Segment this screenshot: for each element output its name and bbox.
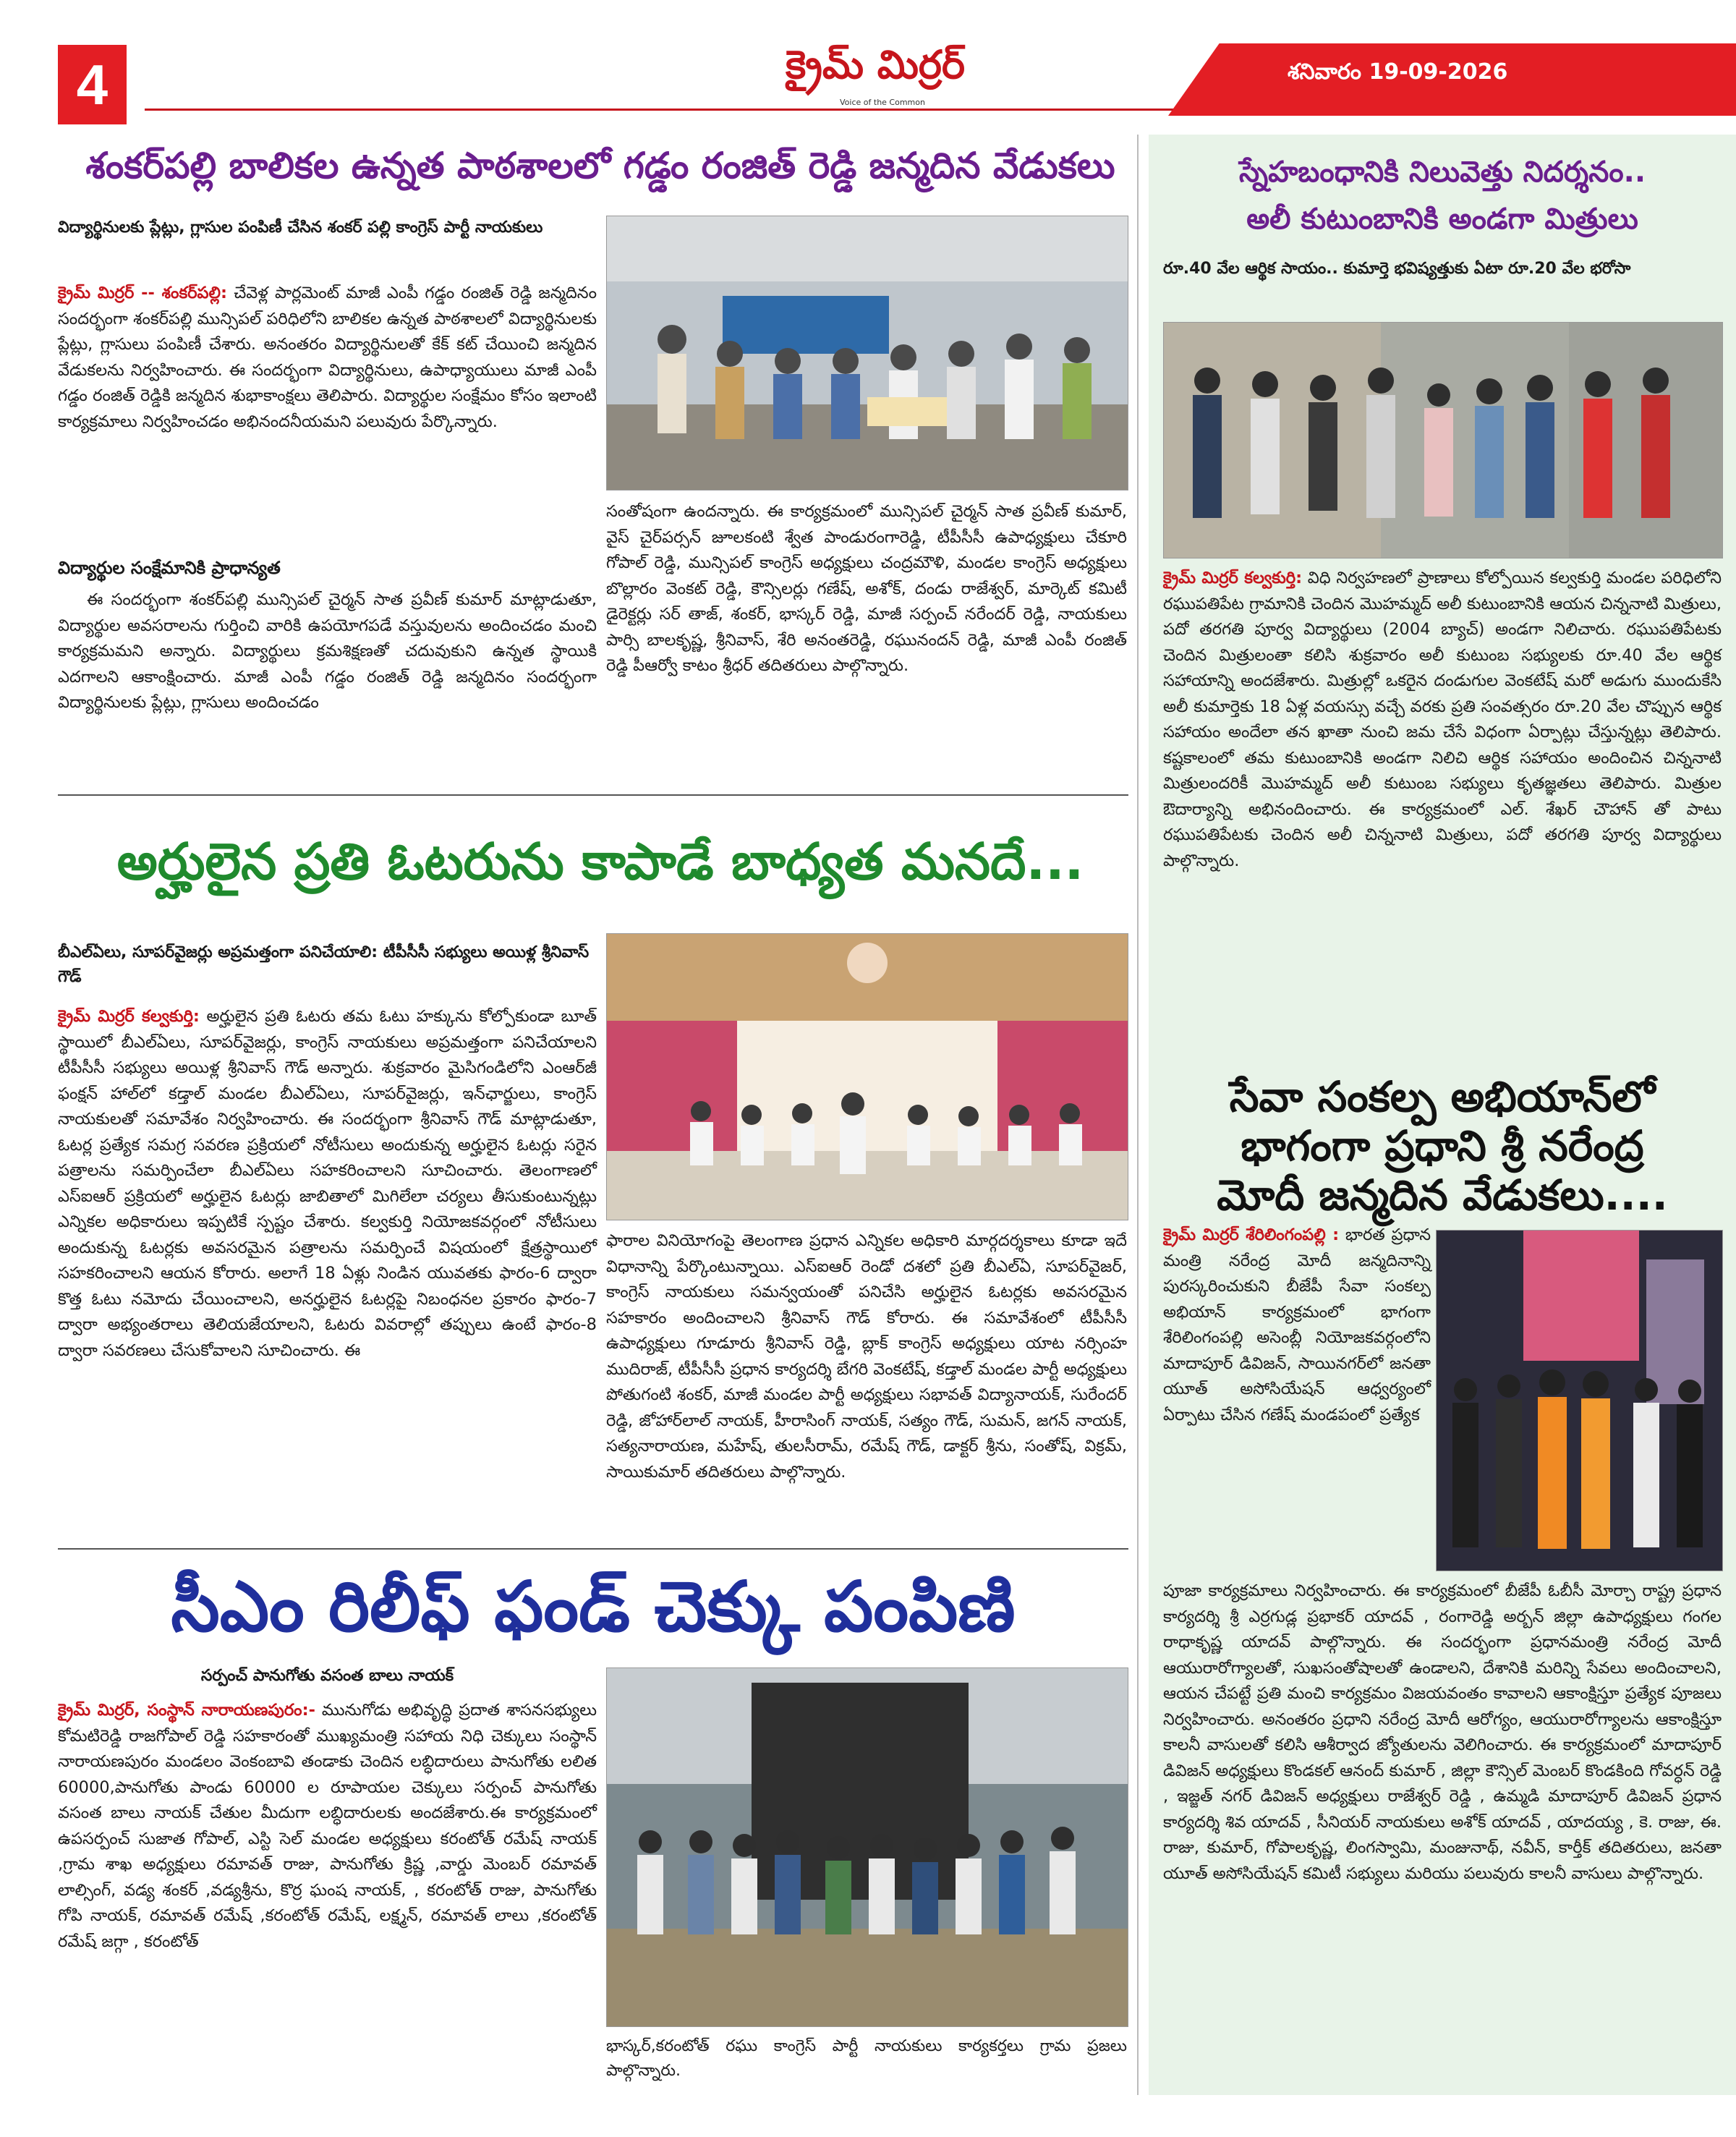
article3-dateline: క్రైమ్ మిర్రర్, సంస్థాన్ నారాయణపురం:- <box>58 1701 315 1720</box>
article2-para1: అర్హులైన ప్రతి ఓటరు తమ ఓటు హక్కును కోల్పోకుండా బూత్ స్థాయిలో బీఎల్ఏలు, సూపర్‌వైజర్లు, కాంగ్రెస్ నాయకులు అప్రమత్తంగా పనిచేయాలని టీపీసీసీ సభ్యులు అయిళ్ల శ్రీనివాస్ గౌడ్ అన్నారు. శుక్రవారం మైసిగండిలోని ఎంఆర్‌జీ ఫంక్షన్ హాల్‌లో కడ్తాల్ మండల బీఎల్ఏలు, సూపర్‌వైజర్లు, ఇన్‌ఛార్జులు, కాంగ్రెస్ నాయకులతో సమావేశం నిర్వహించారు. ఈ సందర్భంగా శ్రీనివాస్ గౌడ్ మాట్లాడుతూ, ఓటర్ల ప్రత్యేక సమగ్ర సవరణ ప్రక్రియలో నోటీసులు అందుకున్న అర్హులైన ఓటర్లు సరైన పత్రాలను సమర్పించేలా బీఎల్ఏలు సహకరించాలని సూచించారు. తెలంగాణలో ఎస్ఐఆర్ ప్రక్రియలో అర్హులైన ఓటర్లు జాబితాలో మిగిలేలా చర్యలు తీసుకుంటున్నట్లు ఎన్నికల అధికారులు ఇప్పటికే స్పష్టం చేశారు. కల్వకుర్తి నియోజకవర్గంలో నోటీసులు అందుకున్న ఓటర్లకు అవసరమైన పత్రాలను సమర్పించే విషయంలో క్షేత్రస్థాయిలో సహకరించాలని ఆయన కోరారు. అలాగే 18 ఏళ్లు నిండిన యువతకు ఫారం-6 ద్వారా కొత్త ఓటు నమోదు చేయించాలని, అనర్హులైన ఓటర్లపై నిబంధనల ప్రకారం ఫారం-7 ద్వారా అభ్యంతరాలు తెలియజేయాలని, ఓటరు వివరాల్లో తప్పులు ఉంటే ఫారం-8 ద్వారా సవరణలు చేసుకోవాలని సూచించారు. ఈ <box>58 1007 597 1360</box>
sidebar1-photo <box>1163 322 1723 558</box>
article3-photo <box>606 1667 1128 2027</box>
sidebar2-dateline: క్రైమ్ మిర్రర్ శేరిలింగంపల్లి : <box>1163 1225 1340 1244</box>
article1-headline: శంకర్‌పల్లి బాలికల ఉన్నత పాఠశాలలో గడ్డం రంజిత్ రెడ్డి జన్మదిన వేడుకలు <box>85 145 1115 187</box>
article2-divider <box>58 1548 1128 1550</box>
article3-subhead: సర్పంచ్ పానుగోతు వసంత బాలు నాయక్ <box>200 1667 454 1685</box>
sidebar1-para1: విధి నిర్వహణలో ప్రాణాలు కోల్పోయిన కల్వకుర్తి మండల పరిధిలోని రఘుపతిపేట గ్రామానికి చెందిన మొహమ్మద్ అలీ కుటుంబానికి ఆయన చిన్ననాటి మిత్రులు, పదో తరగతి పూర్వ విద్యార్థులు (2004 బ్యాచ్) అండగా నిలిచారు. రఘుపతిపేటకు చెందిన మిత్రులంతా కలిసి శుక్రవారం అలీ కుటుంబ సభ్యులకు రూ.40 వేల ఆర్థిక సహాయాన్ని అందజేశారు. మిత్రుల్లో ఒకరైన దండుగుల వెంకటేష్ మరో అడుగు ముందుకేసి అలీ కుమార్తెకు 18 ఏళ్ల వయస్సు వచ్చే వరకు ప్రతి సంవత్సరం రూ.20 వేల చొప్పున ఆర్థిక సహాయం అందేలా తన ఖాతా నుంచి జమ చేసే విధంగా ఏర్పాట్లు చేస్తున్నట్లు తెలిపారు. కష్టకాలంలో తమ కుటుంబానికి అండగా నిలిచి ఆర్థిక సహాయం అందించిన చిన్ననాటి మిత్రులందరికీ మొహమ్మద్ అలీ కుటుంబ సభ్యులు కృతజ్ఞతలు తెలిపారు. మిత్రుల ఔదార్యాన్ని అభినందించారు. ఈ కార్యక్రమంలో ఎల్. శేఖర్ చౌహాన్ తో పాటు రఘుపతిపేటకు చెందిన అలీ చిన్ననాటి మిత్రులు, పదో తరగతి పూర్వ విద్యార్థులు పాల్గొన్నారు. <box>1163 569 1722 870</box>
sidebar2-body-wrap <box>1163 1223 1431 1428</box>
article2-photo <box>606 933 1128 1220</box>
masthead-tagline: Voice of the Common <box>840 98 925 107</box>
sidebar1-subhead: రూ.40 వేల ఆర్థిక సాయం.. కుమార్తె భవిష్యత్తుకు ఏటా రూ.20 వేల భరోసా <box>1163 260 1631 278</box>
article2-para2: ఫారాల వినియోగంపై తెలంగాణ ప్రధాన ఎన్నికల అధికారి మార్గదర్శకాలు కూడా ఇదే విధానాన్ని పేర్కొంటున్నాయి. ఎస్ఐఆర్ రెండో దశలో ప్రతి బీఎల్ఏ, సూపర్‌వైజర్, కాంగ్రెస్ నాయకులు సమన్వయంతో పనిచేసి అర్హులైన ఓటర్లకు అవసరమైన సహకారం అందించాలని శ్రీనివాస్ గౌడ్ కోరారు. ఈ సమావేశంలో టీపీసీసీ ఉపాధ్యక్షులు గూడూరు శ్రీనివాస్ రెడ్డి, బ్లాక్ కాంగ్రెస్ అధ్యక్షులు యాట నర్సింహ ముదిరాజ్, టీపీసీసీ ప్రధాన కార్యదర్శి బేగరి వెంకటేష్, కడ్తాల్ మండల పార్టీ అధ్యక్షులు పోతుగంటి శంకర్, మాజీ మండల పార్టీ అధ్యక్షులు సభావత్ విద్యానాయక్, సురేందర్ రెడ్డి, జోహార్‌లాల్ నాయక్, హీరాసింగ్ నాయక్, సత్యం గౌడ్, సుమన్, జగన్ నాయక్, సత్యనారాయణ, మహేష్, తులసీరామ్, రమేష్ గౌడ్, డాక్టర్ శ్రీను, సంతోష్, విక్రమ్, సాయికుమార్ తదితరులు పాల్గొన్నారు. <box>606 1231 1127 1482</box>
sidebar1-body <box>1163 566 1722 874</box>
sidebar1-headline-line2: అలీ కుటుంబానికి అండగా మిత్రులు <box>1246 203 1638 236</box>
article1-para3: సంతోషంగా ఉందన్నారు. ఈ కార్యక్రమంలో మున్సిపల్ చైర్మన్ సాత ప్రవీణ్ కుమార్, వైస్ చైర్‌పర్సన్ జూలకంటి శ్వేత పాండురంగారెడ్డి, టీపీసీసీ ఉపాధ్యక్షులు చేకూరి గోపాల్ రెడ్డి, మున్సిపల్ కాంగ్రెస్ అధ్యక్షులు చంద్రమౌళి, మండల కాంగ్రెస్ అధ్యక్షులు బొల్లారం వెంకట్ రెడ్డి, కౌన్సిలర్లు గణేష్, అశోక్, దండు రాజేశ్వర్, మార్కెట్ కమిటీ డైరెక్టర్లు సర్ తాజ్, శంకర్, భాస్కర్ రెడ్డి, మాజీ సర్పంచ్ నరేందర్ రెడ్డి, నాయకులు పార్సి బాలకృష్ణ, శ్రీనివాస్, శేరి అనంతరెడ్డి, రఘునందన్ రెడ్డి, మాజీ ఎంపీ రంజిత్ రెడ్డి పీఆర్వో కాటం శ్రీధర్ తదితరులు పాల్గొన్నారు. <box>606 502 1127 675</box>
sidebar2-headline-line3: మోదీ జన్మదిన వేడుకలు.... <box>1217 1171 1668 1220</box>
issue-date: శనివారం 19-09-2026 <box>1288 59 1508 85</box>
article2-subhead: బీఎల్ఏలు, సూపర్‌వైజర్లు అప్రమత్తంగా పనిచేయాలి: టీపీసీసీ సభ్యులు అయిళ్ల శ్రీనివాస్ గౌడ్ <box>58 943 590 986</box>
article2-dateline: క్రైమ్ మిర్రర్ కల్వకుర్తి: <box>58 1007 200 1026</box>
article3-para1: మునుగోడు అభివృద్ధి ప్రదాత శాసనసభ్యులు కోమటిరెడ్డి రాజగోపాల్ రెడ్డి సహకారంతో ముఖ్యమంత్రి సహాయ నిధి చెక్కులు సంస్థాన్ నారాయణపురం మండలం వెంకంబావి తండాకు చెందిన లబ్ధిదారులు పానుగోతు లలిత 60000,పానుగోతు పాండు 60000 ల రూపాయల చెక్కులు సర్పంచ్ పానుగోతు వసంత బాలు నాయక్ చేతుల మీదుగా లబ్ధిదారులకు అందజేశారు.ఈ కార్యక్రమంలో ఉపసర్పంచ్ సుజాత గోపాల్, ఎస్టి సెల్ మండల అధ్యక్షులు కరంటోత్ రమేష్ నాయక్ ,గ్రామ శాఖ అధ్యక్షులు రమావత్ రాజు, పానుగోతు క్రిష్ణ ,వార్డు మెంబర్ రమావత్ లాల్సింగ్, వడ్య శంకర్ ,వడ్యశ్రీను, కొర్ర ఘంష నాయక్, , కరంటోత్ రాజు, పానుగోతు గోపి నాయక్, రమావత్ రమేష్ ,కరంటోత్ రమేష్, లక్ష్మన్, రమావత్ లాలు ,కరంటోత్ రమేష్ జగ్గా , కరంటోత్ <box>58 1701 597 1951</box>
sidebar2-para2: పూజా కార్యక్రమాలు నిర్వహించారు. ఈ కార్యక్రమంలో బీజేపీ ఓబీసీ మోర్చా రాష్ట్ర ప్రధాన కార్యదర్శి శ్రీ ఎర్రగుడ్ల ప్రభాకర్ యాదవ్ , రంగారెడ్డి అర్బన్ జిల్లా ఉపాధ్యక్షులు గంగల రాధాకృష్ణ యాదవ్ పాల్గొన్నారు. ఈ సందర్భంగా ప్రధానమంత్రి నరేంద్ర మోదీ ఆయురారోగ్యాలతో, సుఖసంతోషాలతో ఉండాలని, దేశానికి మరిన్ని సేవలు అందించాలని, ఆయన చేపట్టే ప్రతి మంచి కార్యక్రమం విజయవంతం కావాలని ఆకాంక్షిస్తూ ప్రత్యేక పూజలు నిర్వహించారు. అనంతరం ప్రధాని నరేంద్ర మోదీ ఆరోగ్యం, ఆయురారోగ్యాలను ఆకాంక్షిస్తూ కాలనీ వాసులతో కలిసి ఆశీర్వాద జ్యోతులను వెలిగించారు. ఈ కార్యక్రమంలో మాదాపూర్ డివిజన్ అధ్యక్షులు కొండకల్ ఆనంద్ కుమార్ , జిల్లా కౌన్సిల్ మెంబర్ కొండకింది గోవర్ధన్ రెడ్డి , ఇజ్జత్ నగర్ డివిజన్ అధ్యక్షులు రాజేశ్వర్ రెడ్డి , ఉమ్మడి మాదాపూర్ డివిజన్ ప్రధాన కార్యదర్శి శివ యాదవ్ , సీనియర్ నాయకులు అశోక్ యాదవ్ , యాదయ్య , కె. రాజు, ఈ. రాజు, కుమార్, గోపాలకృష్ణ, లింగస్వామి, మంజునాథ్, నవీన్, కార్తీక్ తదితరులు, జనతా యూత్ అసోసియేషన్ కమిటీ సభ్యులు మరియు పలువురు కాలనీ వాసులు పాల్గొన్నారు. <box>1163 1581 1722 1883</box>
sidebar1-dateline: క్రైమ్ మిర్రర్ కల్వకుర్తి: <box>1163 569 1303 587</box>
article2-body-left <box>58 1004 597 1364</box>
article3-headline: సీఎం రిలీఫ్ ఫండ్ చెక్కు పంపిణి <box>171 1566 1016 1647</box>
article1-body-intro <box>58 281 597 435</box>
masthead-logo: క్రైమ్ మిర్రర్ <box>786 42 965 88</box>
article1-divider <box>58 794 1128 796</box>
sidebar2-para1: భారత ప్రధాన మంత్రి నరేంద్ర మోదీ జన్మదినాన్ని పురస్కరించుకుని బీజేపీ సేవా సంకల్ప అభియాన్ కార్యక్రమంలో భాగంగా శేరిలింగంపల్లి అసెంబ్లీ నియోజకవర్గంలోని మాదాపూర్ డివిజన్, సాయినగర్‌లో జనతా యూత్ అసోసియేషన్ ఆధ్వర్యంలో ఏర్పాటు చేసిన గణేష్ మండపంలో ప్రత్యేక <box>1163 1225 1431 1424</box>
sidebar2-photo <box>1436 1230 1723 1571</box>
sidebar1-headline-line1: స్నేహబంధానికి నిలువెత్తు నిదర్శనం.. <box>1238 156 1646 189</box>
article1-section-heading: విద్యార్థుల సంక్షేమానికి ప్రాధాన్యత <box>58 558 281 578</box>
article1-para2: ఈ సందర్భంగా శంకర్‌పల్లి మున్సిపల్ చైర్మన్ సాత ప్రవీణ్ కుమార్ మాట్లాడుతూ, విద్యార్థుల అవసరాలను గుర్తించి వారికి ఉపయోగపడే వస్తువులను అందించడం మంచి కార్యక్రమమని అన్నారు. విద్యార్థులు క్రమశిక్షణతో చదువుకుని ఉన్నత స్థాయికి ఎదగాలని ఆకాంక్షించారు. మాజీ ఎంపీ గడ్డం రంజిత్ రెడ్డి జన్మదినం సందర్భంగా విద్యార్థినులకు ప్లేట్లు, గ్లాసులు అందించడం <box>58 590 597 712</box>
header-rule <box>145 109 1186 111</box>
article1-subhead: విద్యార్థినులకు ప్లేట్లు, గ్లాసుల పంపిణీ చేసిన శంకర్ పల్లి కాంగ్రెస్ పార్టీ నాయకులు <box>58 218 543 237</box>
article2-headline: అర్హులైన ప్రతి ఓటరును కాపాడే బాధ్యత మనదే... <box>116 832 1084 891</box>
sidebar2-headline-line2: భాగంగా ప్రధాని శ్రీ నరేంద్ర <box>1241 1121 1644 1171</box>
page-number: 4 <box>58 45 127 124</box>
article1-photo <box>606 216 1128 490</box>
article1-para1: చేవెళ్ల పార్లమెంట్ మాజీ ఎంపీ గడ్డం రంజిత్ రెడ్డి జన్మదినం సందర్భంగా శంకర్‌పల్లి మున్సిపల్ పరిధిలోని బాలికల ఉన్నత పాఠశాలలో విద్యార్థినులకు ప్లేట్లు, గ్లాసులు పంపిణీ చేశారు. అనంతరం విద్యార్థినులతో కేక్ కట్ చేయించి జన్మదిన వేడుకలను నిర్వహించారు. ఈ సందర్భంగా విద్యార్థినులు, ఉపాధ్యాయులు మాజీ ఎంపీ గడ్డం రంజిత్ రెడ్డికి జన్మదిన శుభాకాంక్షలు తెలిపారు. విద్యార్థుల సంక్షేమం కోసం ఇలాంటి కార్యక్రమాలు నిర్వహించడం అభినందనీయమని పలువురు పేర్కొన్నారు. <box>58 284 597 431</box>
sidebar2-headline-line1: సేవా సంకల్ప అభియాన్‌లో <box>1229 1072 1656 1121</box>
article3-para2: భాస్కర్,కరంటోత్ రఘు కాంగ్రెస్ పార్టీ నాయకులు కార్యకర్తలు గ్రామ ప్రజలు పాల్గొన్నారు. <box>606 2037 1127 2080</box>
article3-body-left <box>58 1698 597 1955</box>
column-divider <box>1137 135 1139 2095</box>
article1-dateline: క్రైమ్ మిర్రర్ -- శంకర్‌పల్లి: <box>58 284 228 302</box>
